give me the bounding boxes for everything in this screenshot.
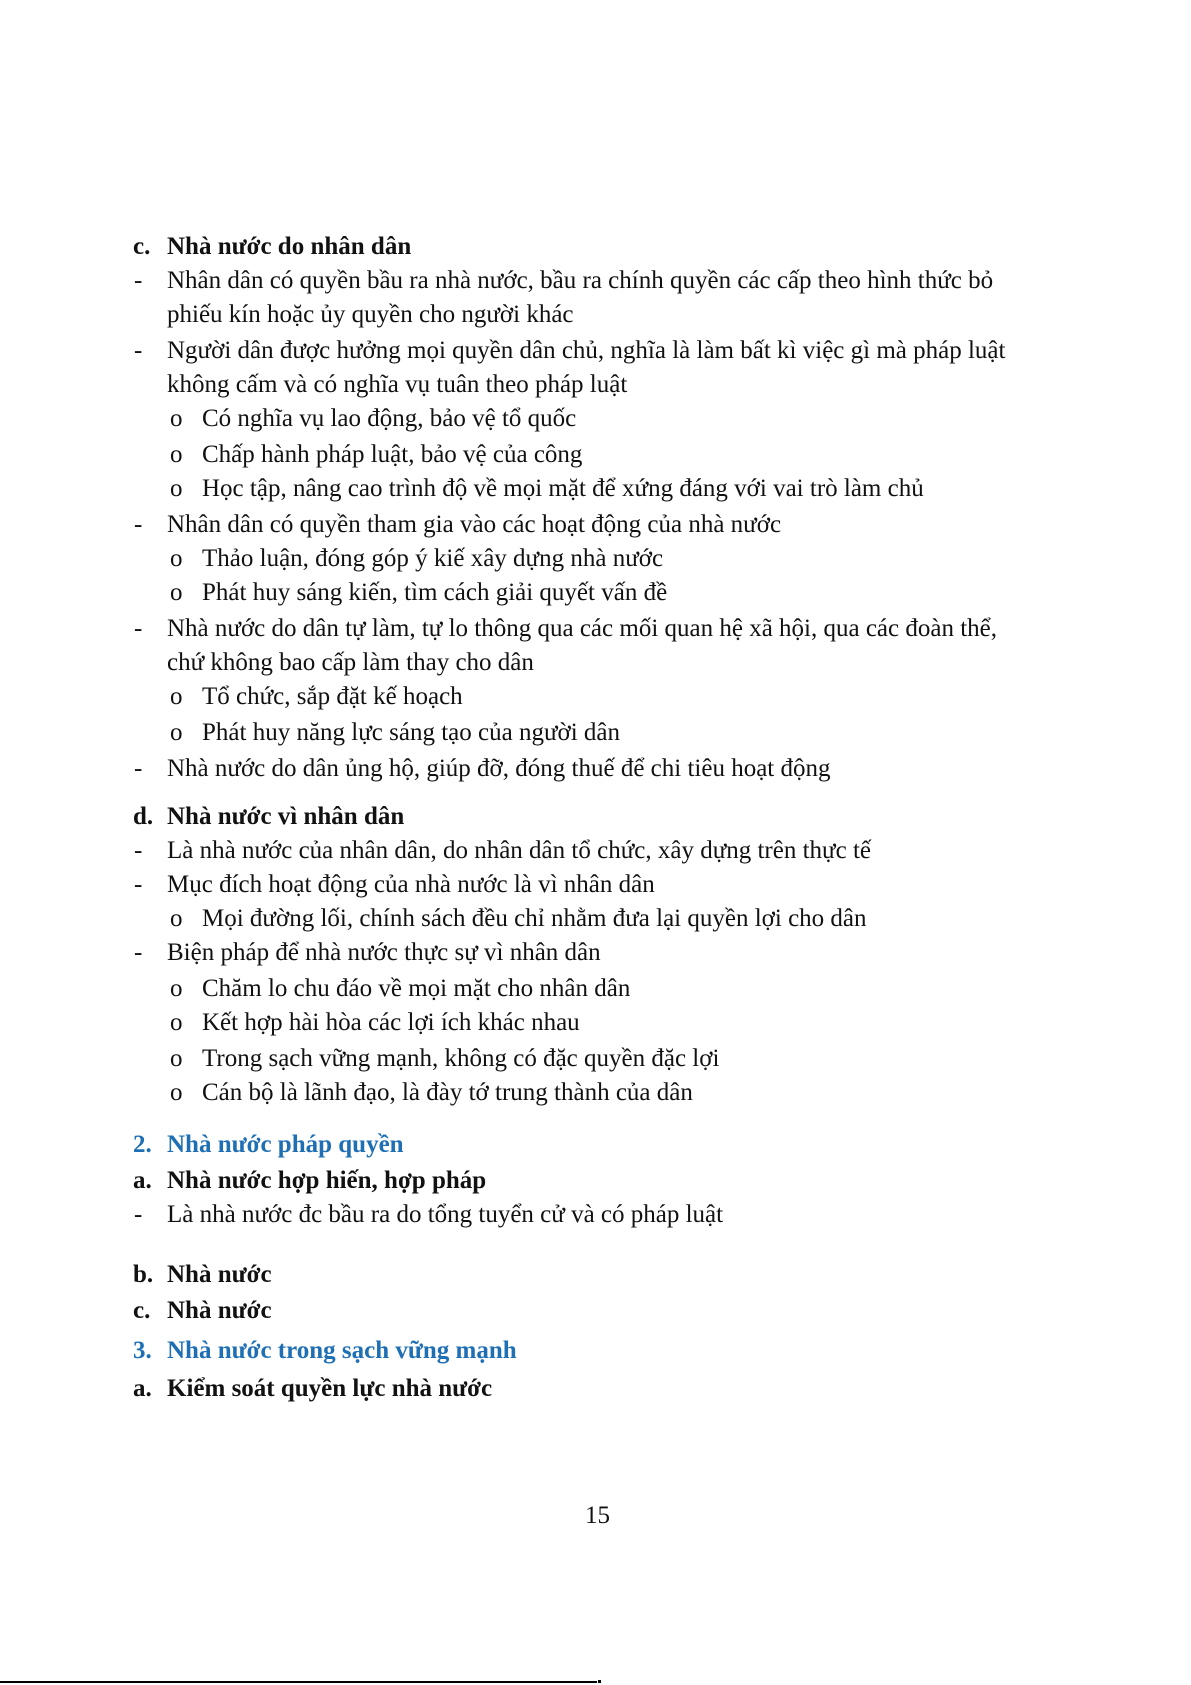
- heading-number: d.: [133, 803, 154, 830]
- bullet-marker: o: [170, 975, 183, 1002]
- bullet-marker: o: [170, 1009, 183, 1036]
- line-text: Chấp hành pháp luật, bảo vệ của công: [202, 441, 583, 468]
- bullet-marker: o: [170, 475, 183, 502]
- line-text: Là nhà nước của nhân dân, do nhân dân tổ chức, xây dựng trên thực tế: [167, 837, 871, 864]
- heading-number: 3.: [133, 1337, 152, 1364]
- bullet-marker: o: [170, 405, 183, 432]
- bullet-marker: o: [170, 905, 183, 932]
- bullet-marker: o: [170, 545, 183, 572]
- line-text: Học tập, nâng cao trình độ về mọi mặt để xứng đáng với vai trò làm chủ: [202, 475, 924, 502]
- footer-mark: [598, 1680, 601, 1683]
- line-text: chứ không bao cấp làm thay cho dân: [167, 649, 534, 676]
- heading-number: b.: [133, 1261, 154, 1288]
- line-text: Phát huy năng lực sáng tạo của người dân: [202, 719, 621, 746]
- heading-number: c.: [133, 1297, 151, 1324]
- dash-marker: -: [134, 755, 143, 782]
- dash-marker: -: [134, 837, 143, 864]
- dash-marker: -: [134, 1201, 143, 1228]
- line-text: Nhà nước: [167, 1261, 272, 1288]
- page-number: 15: [585, 1502, 610, 1529]
- bullet-marker: o: [170, 579, 183, 606]
- line-text: Có nghĩa vụ lao động, bảo vệ tổ quốc: [202, 405, 577, 432]
- line-text: Nhà nước trong sạch vững mạnh: [167, 1337, 517, 1364]
- line-text: Nhà nước: [167, 1297, 272, 1324]
- heading-number: 2.: [133, 1131, 152, 1158]
- line-text: Nhà nước do dân ủng hộ, giúp đỡ, đóng thuế để chi tiêu hoạt động: [167, 755, 831, 782]
- line-text: phiếu kín hoặc ủy quyền cho người khác: [167, 301, 574, 328]
- line-text: Mọi đường lối, chính sách đều chỉ nhằm đưa lại quyền lợi cho dân: [202, 905, 867, 932]
- line-text: Cán bộ là lãnh đạo, là đày tớ trung thành của dân: [202, 1079, 693, 1106]
- line-text: Kết hợp hài hòa các lợi ích khác nhau: [202, 1009, 580, 1036]
- line-text: Người dân được hưởng mọi quyền dân chủ, nghĩa là làm bất kì việc gì mà pháp luật: [167, 337, 1006, 364]
- dash-marker: -: [134, 939, 143, 966]
- bullet-marker: o: [170, 1079, 183, 1106]
- dash-marker: -: [134, 267, 143, 294]
- line-text: Trong sạch vững mạnh, không có đặc quyền đặc lợi: [202, 1045, 720, 1072]
- bullet-marker: o: [170, 1045, 183, 1072]
- line-text: Phát huy sáng kiến, tìm cách giải quyết vấn đề: [202, 579, 668, 606]
- line-text: Kiểm soát quyền lực nhà nước: [167, 1375, 493, 1402]
- line-text: không cấm và có nghĩa vụ tuân theo pháp luật: [167, 371, 628, 398]
- dash-marker: -: [134, 337, 143, 364]
- heading-number: a.: [133, 1375, 152, 1402]
- line-text: Nhà nước hợp hiến, hợp pháp: [167, 1167, 487, 1194]
- line-text: Thảo luận, đóng góp ý kiế xây dựng nhà nước: [202, 545, 664, 572]
- line-text: Nhà nước pháp quyền: [167, 1131, 404, 1158]
- line-text: Chăm lo chu đáo về mọi mặt cho nhân dân: [202, 975, 631, 1002]
- heading-number: a.: [133, 1167, 152, 1194]
- dash-marker: -: [134, 511, 143, 538]
- bullet-marker: o: [170, 719, 183, 746]
- line-text: Mục đích hoạt động của nhà nước là vì nhân dân: [167, 871, 655, 898]
- dash-marker: -: [134, 871, 143, 898]
- bullet-marker: o: [170, 441, 183, 468]
- line-text: Nhân dân có quyền tham gia vào các hoạt động của nhà nước: [167, 511, 782, 538]
- line-text: Nhà nước vì nhân dân: [167, 803, 405, 830]
- footer-rule: [0, 1681, 597, 1683]
- line-text: Tổ chức, sắp đặt kế hoạch: [202, 683, 463, 710]
- dash-marker: -: [134, 615, 143, 642]
- bullet-marker: o: [170, 683, 183, 710]
- line-text: Nhân dân có quyền bầu ra nhà nước, bầu ra chính quyền các cấp theo hình thức bỏ: [167, 267, 994, 294]
- line-text: Biện pháp để nhà nước thực sự vì nhân dân: [167, 939, 601, 966]
- line-text: Nhà nước do nhân dân: [167, 233, 412, 260]
- line-text: Nhà nước do dân tự làm, tự lo thông qua các mối quan hệ xã hội, qua các đoàn thể,: [167, 615, 998, 642]
- line-text: Là nhà nước đc bầu ra do tổng tuyển cử và có pháp luật: [167, 1201, 724, 1228]
- heading-number: c.: [133, 233, 151, 260]
